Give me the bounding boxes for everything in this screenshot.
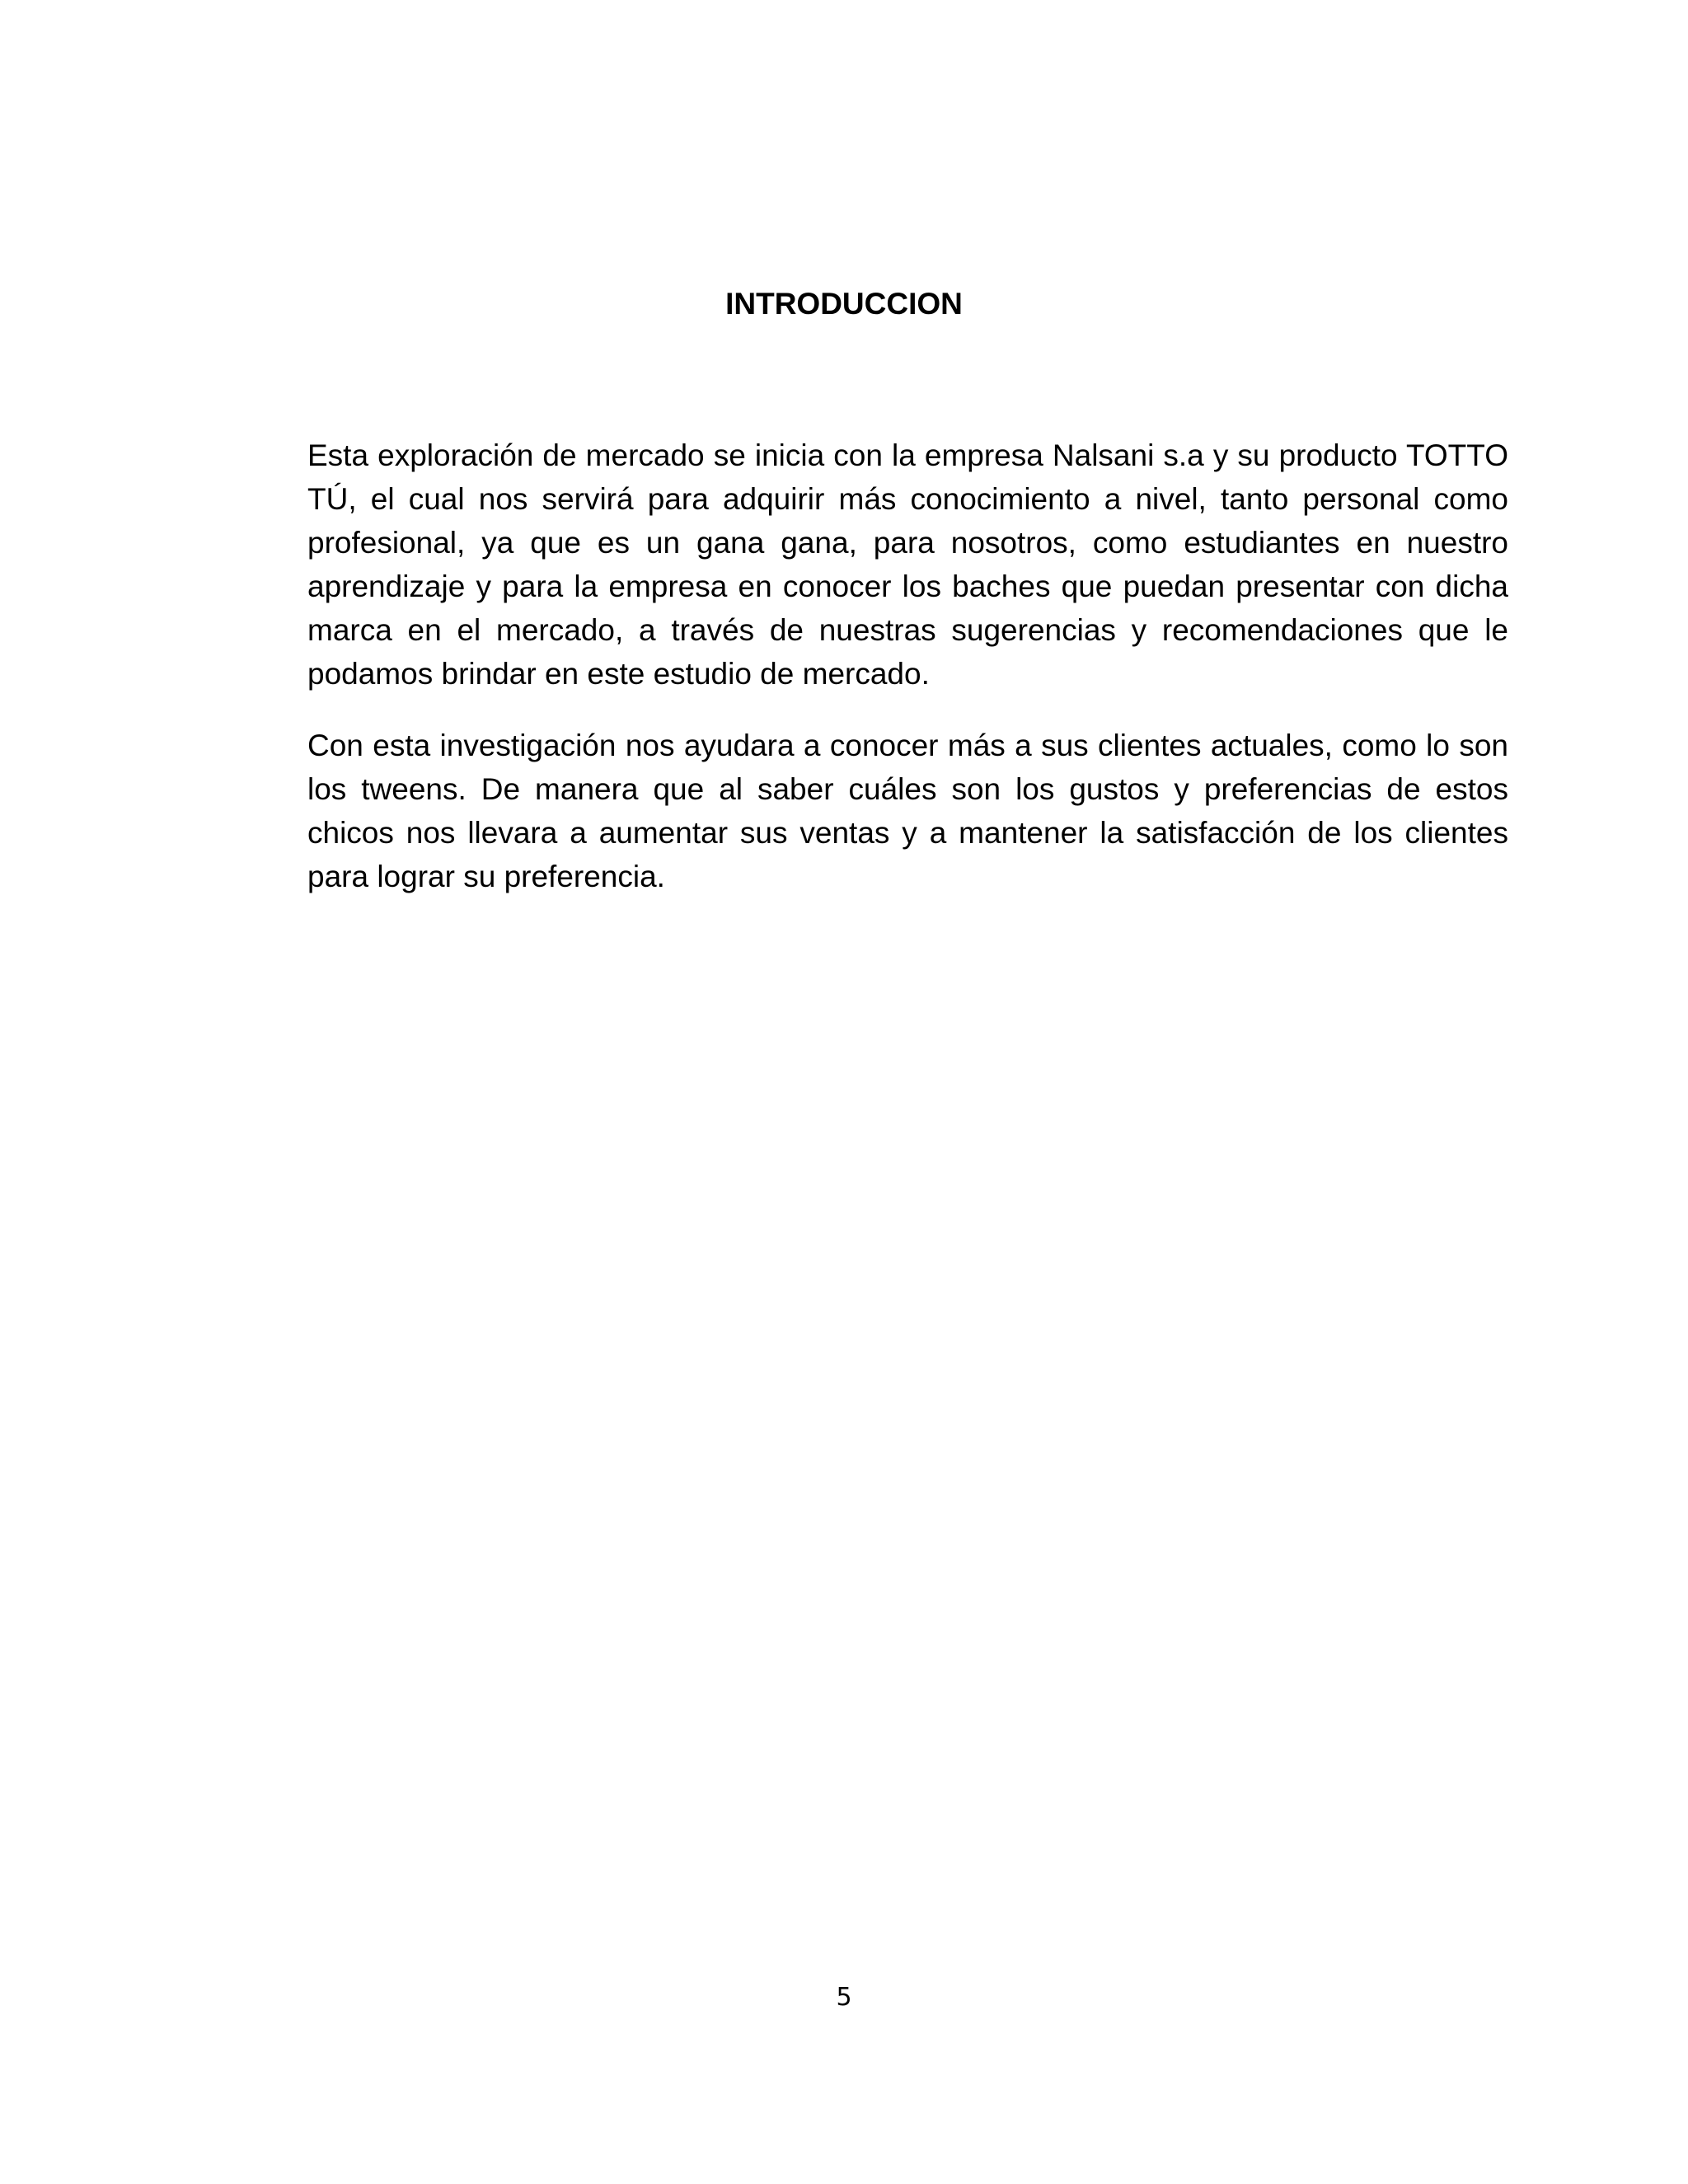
- paragraph-1: Esta exploración de mercado se inicia con la empresa Nalsani s.a y su producto TOTTO TÚ, el cual nos servirá para adquirir más conocimiento a nivel, tanto personal como profesional, ya que es un gana gana, para nosotros, como estudiantes en nuestro aprendizaje y para la empresa en conocer los baches que puedan presentar con dicha marca en el mercado, a través de nuestras sugerencias y recomendaciones que le podamos brindar en este estudio de mercado.: [307, 438, 1508, 691]
- paragraph-2: Con esta investigación nos ayudara a conocer más a sus clientes actuales, como lo son los tweens. De manera que al saber cuáles son los gustos y preferencias de estos chicos nos llevara a aumentar sus ventas y a mantener la satisfacción de los clientes para lograr su preferencia.: [307, 729, 1508, 893]
- page-number: 5: [836, 1983, 852, 2012]
- body-text: [307, 434, 1508, 898]
- section-title: INTRODUCCION: [725, 287, 963, 321]
